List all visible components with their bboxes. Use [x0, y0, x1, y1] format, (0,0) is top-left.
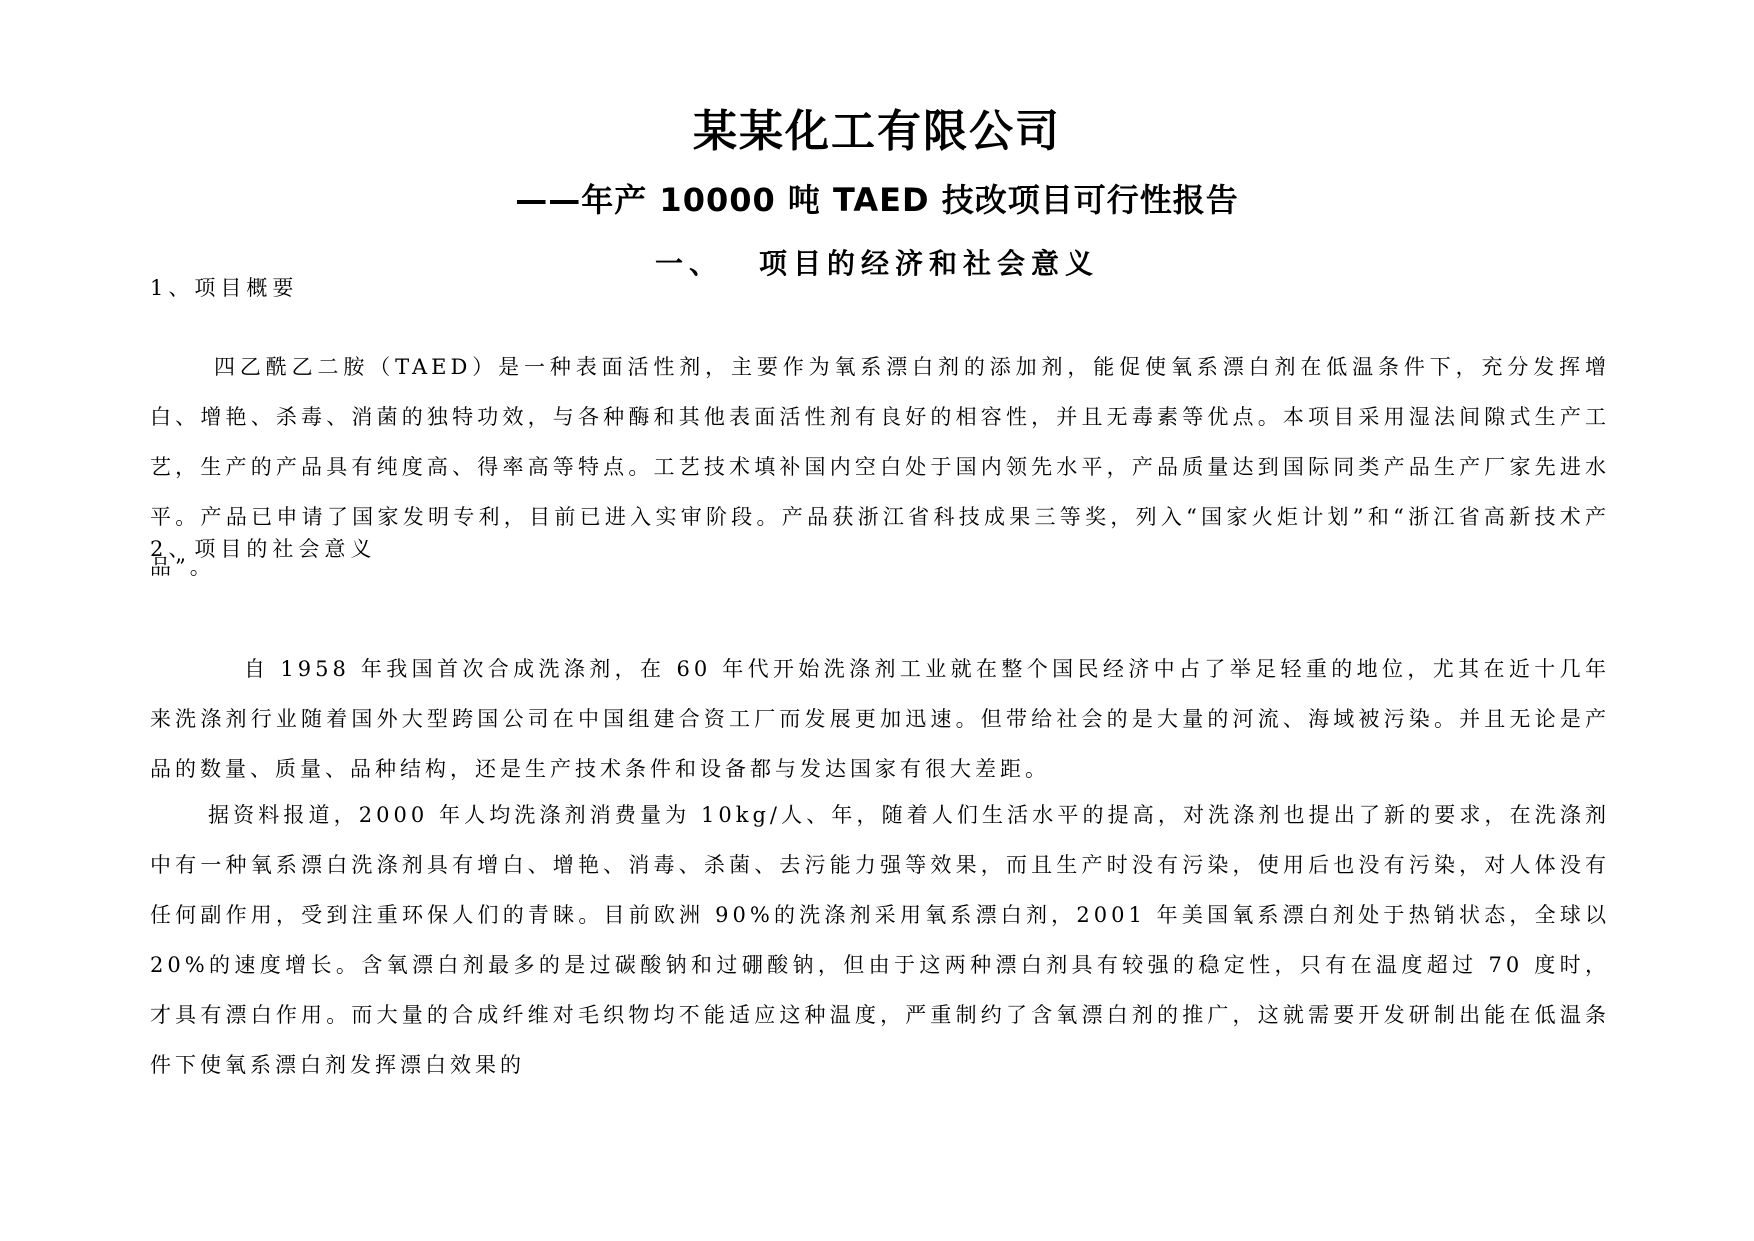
- document-subtitle: ——年产 10000 吨 TAED 技改项目可行性报告: [515, 181, 1239, 219]
- section-number: 一、: [654, 247, 723, 280]
- section-title: 项目的经济和社会意义: [759, 247, 1100, 280]
- subsection-heading-overview: 1、项目概要: [150, 276, 299, 300]
- document-title: 某某化工有限公司: [693, 106, 1061, 157]
- paragraph-detergent-history: 自 1958 年我国首次合成洗涤剂，在 60 年代开始洗涤剂工业就在整个国民经济中占了举足轻重的地位，尤其在近十几年来洗涤剂行业随着国外大型跨国公司在中国组建合资工厂而发展更加迅速。但带给社会的是大量的河流、海域被污染。并且无论是产品的数量、质量、品种结构，还是生产技术条件和设备都与发达国家有很大差距。: [150, 657, 1610, 781]
- subsection-heading-social-significance: 2、项目的社会意义: [150, 537, 377, 561]
- paragraph-market-data: 据资料报道，2000 年人均洗涤剂消费量为 10kg/人、年，随着人们生活水平的提高，对洗涤剂也提出了新的要求，在洗涤剂中有一种氧系漂白洗涤剂具有增白、增艳、消毒、杀菌、去污能力强等效果，而且生产时没有污染，使用后也没有污染，对人体没有任何副作用，受到注重环保人们的青睐。目前欧洲 90%的洗涤剂采用氧系漂白剂，2001 年美国氧系漂白剂处于热销状态，全球以 20%的速度增长。含氧漂白剂最多的是过碳酸钠和过硼酸钠，但由于这两种漂白剂具有较强的稳定性，只有在温度超过 70 度时，才具有漂白作用。而大量的合成纤维对毛织物均不能适应这种温度，严重制约了含氧漂白剂的推广，这就需要开发研制出能在低温条件下使氧系漂白剂发挥漂白效果的: [150, 803, 1610, 1077]
- paragraph-overview: 四乙酰乙二胺（TAED）是一种表面活性剂，主要作为氧系漂白剂的添加剂，能促使氧系漂白剂在低温条件下，充分发挥增白、增艳、杀毒、消菌的独特功效，与各种酶和其他表面活性剂有良好的相容性，并且无毒素等优点。本项目采用湿法间隙式生产工艺，生产的产品具有纯度高、得率高等特点。工艺技术填补国内空白处于国内领先水平，产品质量达到国际同类产品生产厂家先进水平。产品已申请了国家发明专利，目前已进入实审阶段。产品获浙江省科技成果三等奖，列入“国家火炬计划”和“浙江省高新技术产品”。: [150, 355, 1610, 579]
